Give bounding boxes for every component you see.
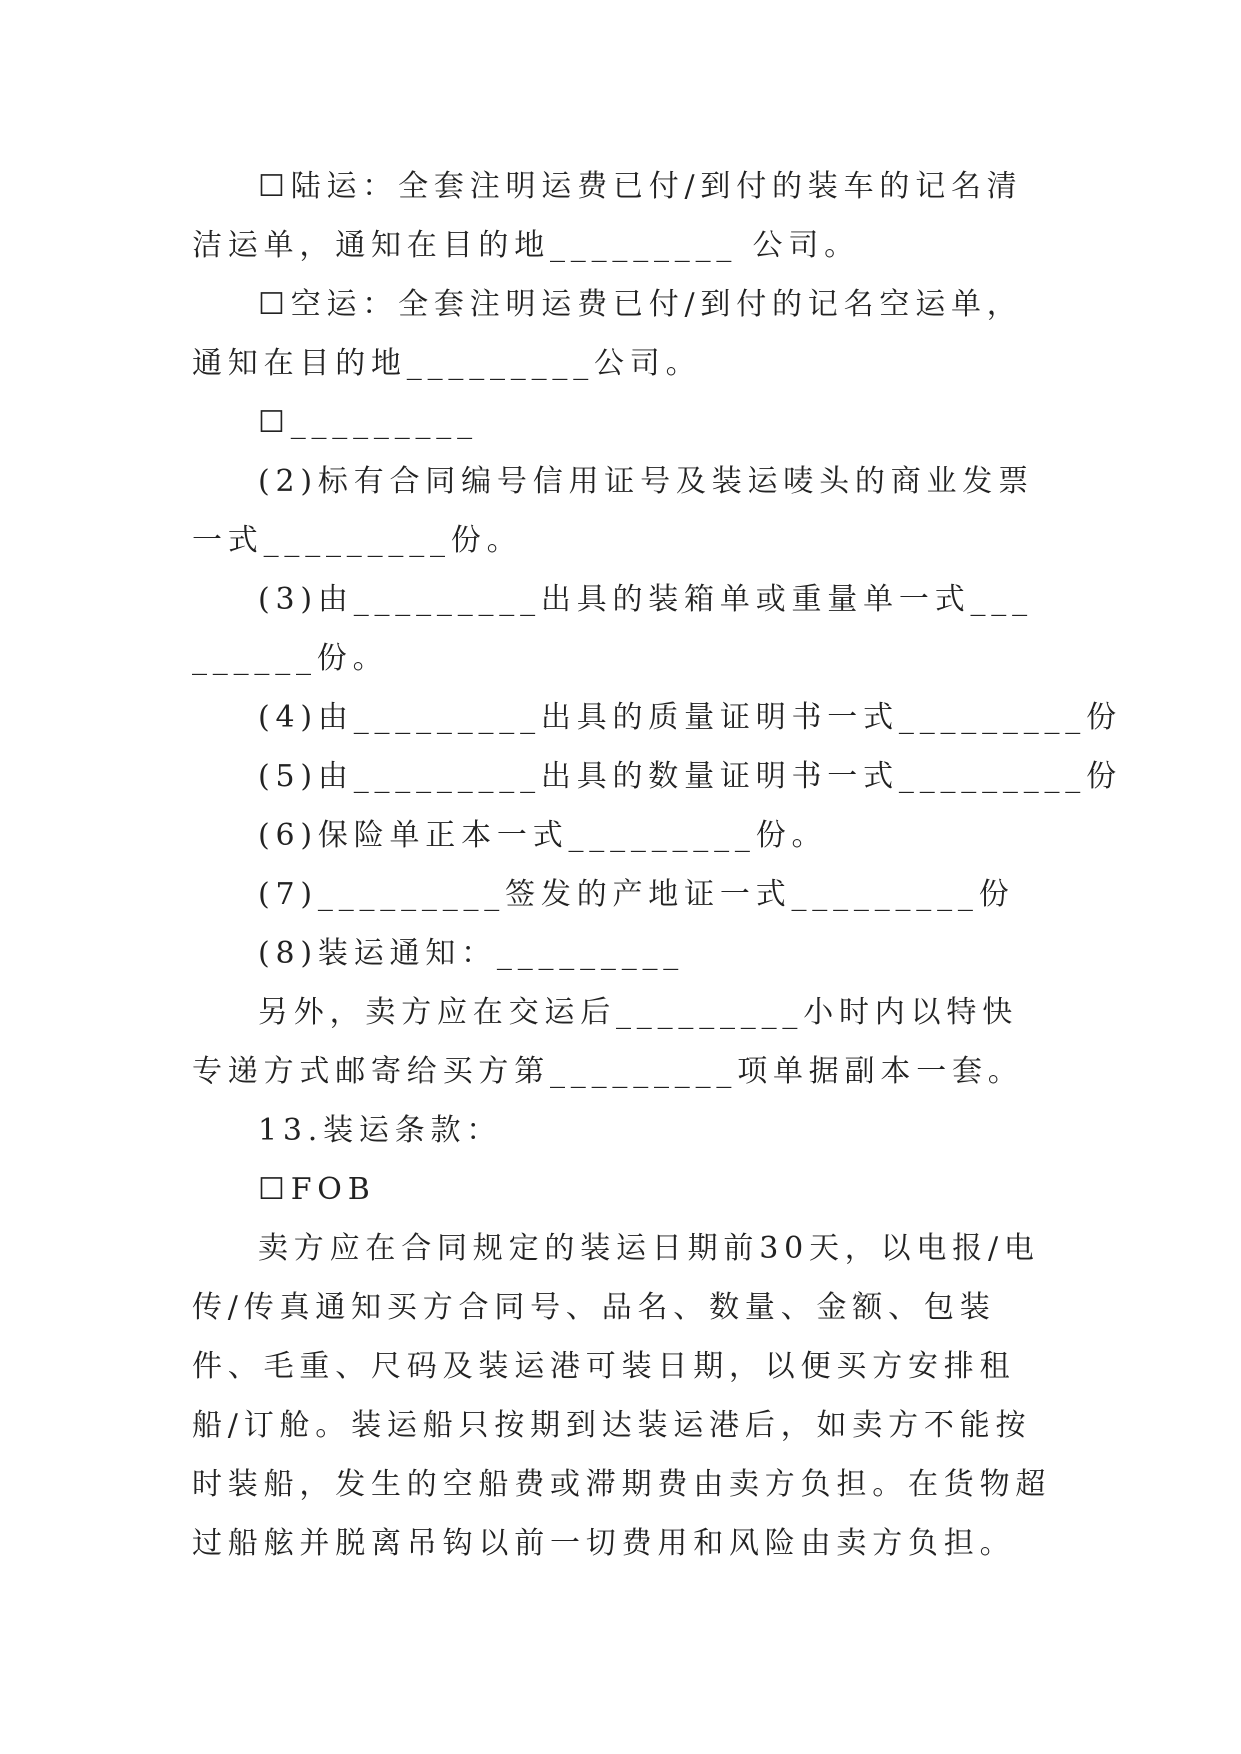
express-mail-paragraph: 另外，卖方应在交运后_________小时内以特快专递方式邮寄给买方第_________项单据副本一套。 [192,995,1024,1089]
fob-terms-paragraph: 卖方应在合同规定的装运日期前30天，以电报/电传/传真通知买方合同号、品名、数量、金额、包装件、毛重、尺码及装运港可装日期，以便买方安排租船/订舱。装运船只按期到达装运港后，如卖方不能按时装船，发生的空船费或滞期费由卖方负担。在货物超过船舷并脱离吊钩以前一切费用和风险由卖方负担。 [192,1231,1052,1561]
land-transport-paragraph: ☐陆运：全套注明运费已付/到付的装车的记名清洁运单，通知在目的地_________ 公司。 [192,169,1023,263]
packing-list-item: (3)由_________出具的装箱单或重量单一式_________份。 [192,582,1033,676]
air-transport-paragraph: ☐空运：全套注明运费已付/到付的记名空运单，通知在目的地_________公司。 [192,287,1023,381]
shipping-notice-item: (8)装运通知：_________ [258,936,685,971]
commercial-invoice-item: (2)标有合同编号信用证号及装运唛头的商业发票一式_________份。 [192,464,1034,558]
insurance-policy-item: (6)保险单正本一式_________份。 [258,818,828,853]
origin-certificate-item: (7)_________签发的产地证一式_________份 [258,877,1015,912]
other-transport-checkbox-line: ☐_________ [258,405,478,440]
quantity-certificate-item: (5)由_________出具的数量证明书一式_________份 [258,759,1122,794]
section-heading-shipment-terms: 13.装运条款： [258,1113,503,1148]
quality-certificate-item: (4)由_________出具的质量证明书一式_________份 [258,700,1122,735]
fob-checkbox-line: ☐FOB [258,1172,376,1207]
document-body [192,157,1122,1573]
